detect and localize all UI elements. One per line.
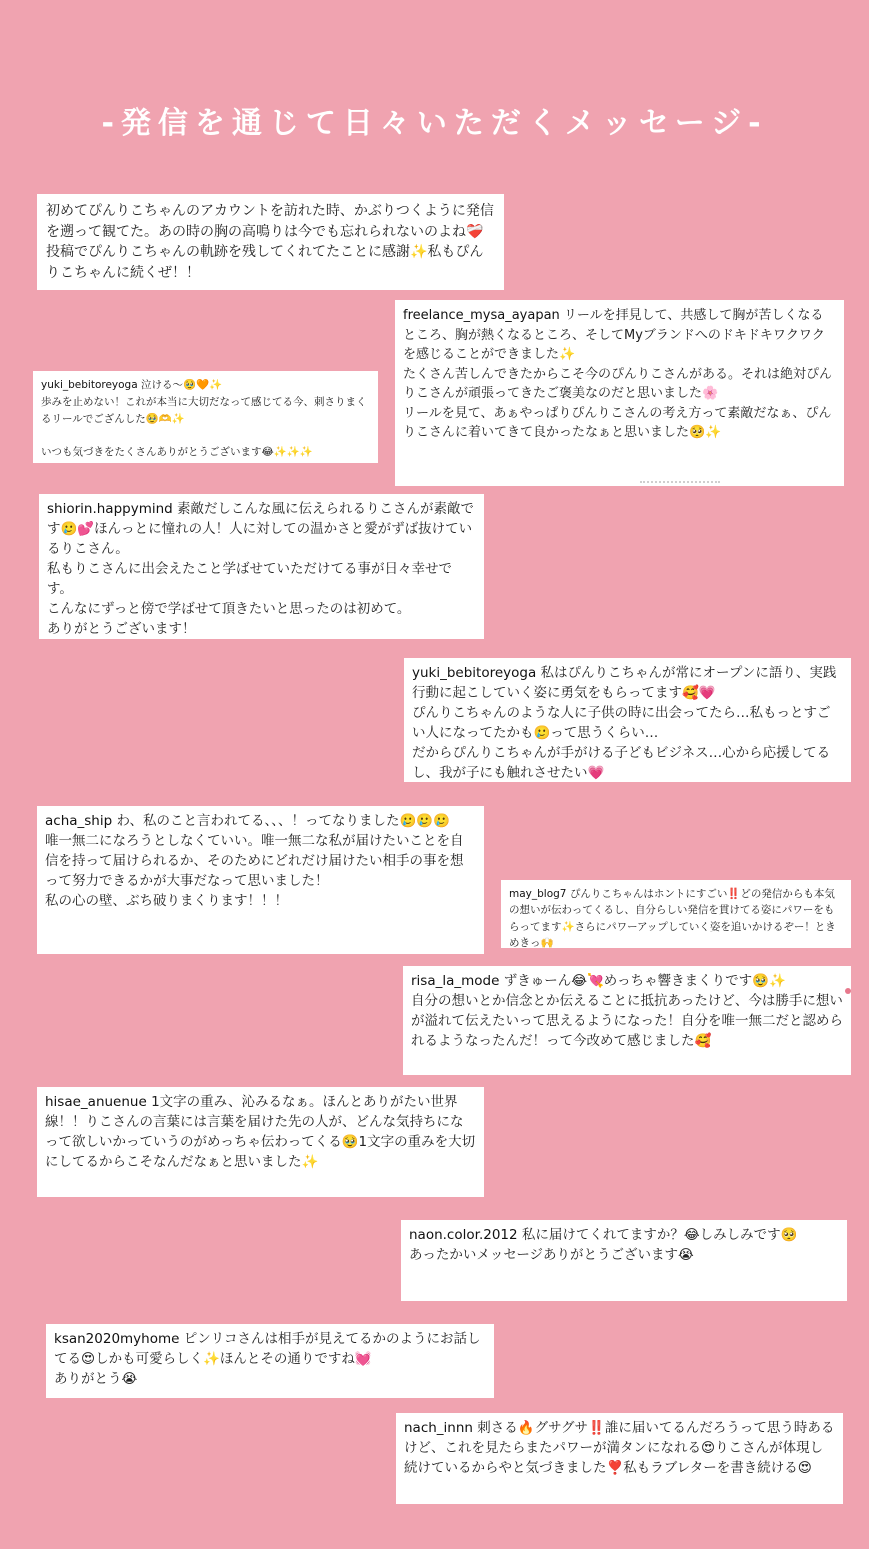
message-card xyxy=(401,1220,847,1301)
message-card xyxy=(46,1324,494,1398)
message-user: risa_la_mode xyxy=(411,973,500,989)
message-text: 素敵だしこんな風に伝えられるりこさんが素敵です🥲💕ほんっとに憧れの人！人に対しての温かさと愛がずば抜けているりこさん。 私もりこさんに出会えたこと学ばせていただけてる事が日々幸せです。 こんなにずっと傍で学ばせて頂きたいと思ったのは初めて。 ありがとうございます！ xyxy=(47,501,475,637)
message-text: ピンリコさんは相手が見えてるかのようにお話してる😍しかも可愛らしく✨ほんとその通りですね💓 ありがとう😭 xyxy=(54,1331,481,1387)
message-text: わ、私のこと言われてる、、、！ってなりました🥲🥲🥲 唯一無二になろうとしなくていい。唯一無二な私が届けたいことを自信を持って届けられるか、そのためにどれだけ届けたい相手の事を想って努力できるかが大事だなって思いました！ 私の心の壁、ぶち破りまくります！！！ xyxy=(45,813,464,909)
message-card xyxy=(403,966,851,1075)
message-user: shiorin.happymind xyxy=(47,501,173,517)
message-text: ずきゅーん😂💘めっちゃ響きまくりです🥹✨ 自分の想いとか信念とか伝えることに抵抗あったけど、今は勝手に想いが溢れて伝えたいって思えるようになった！自分を唯一無二だと認められるようなったんだ！って今改めて感じました🥰 xyxy=(411,973,843,1049)
message-user: yuki_bebitoreyoga xyxy=(412,665,537,681)
message-text: 私はぴんりこちゃんが常にオープンに語り、実践行動に起こしていく姿に勇気をもらってます🥰💗 ぴんりこちゃんのような人に子供の時に出会ってたら…私もっとすごい人になってたかも🥲って思うくらい… だからぴんりこちゃんが手がける子どもビジネス…心から応援してるし、我が子にも触れさせたい💗 xyxy=(412,665,837,781)
message-card xyxy=(37,194,504,290)
message-text: 私に届けてくれてますか？😂しみしみです🥺 あったかいメッセージありがとうございます😭 xyxy=(409,1227,798,1263)
message-card xyxy=(404,658,851,782)
message-user: may_blog7 xyxy=(509,888,567,900)
message-user: hisae_anuenue xyxy=(45,1094,147,1110)
message-text: 泣ける〜🥹🧡✨ 歩みを止めない！これが本当に大切だなって感じてる今、刺さりまくるリールでござんした🥹🫶✨ いつも気づきをたくさんありがとうございます😂✨✨✨ xyxy=(41,379,367,459)
message-user: acha_ship xyxy=(45,813,113,829)
overflow-indicator xyxy=(845,988,851,994)
message-card xyxy=(39,494,484,639)
message-user: nach_innn xyxy=(404,1420,473,1436)
message-card xyxy=(501,880,851,948)
message-card xyxy=(33,371,378,463)
message-user: freelance_mysa_ayapan xyxy=(403,308,560,323)
message-card xyxy=(37,806,484,954)
message-card xyxy=(395,300,844,486)
message-user: naon.color.2012 xyxy=(409,1227,518,1243)
message-card xyxy=(37,1087,484,1197)
message-user: ksan2020myhome xyxy=(54,1331,180,1347)
page-title: -発信を通じて日々いただくメッセージ- xyxy=(101,106,768,141)
message-text: 初めてぴんりこちゃんのアカウントを訪れた時、かぶりつくように発信を遡って観てた。あの時の胸の高鳴りは今でも忘れられないのよね❤️‍🩹投稿でぴんりこちゃんの軌跡を残してくれてたことに感謝✨私もぴんりこちゃんに続くぜ！！ xyxy=(46,203,494,282)
message-text: ぴんりこちゃんはホントにすごい‼️どの発信からも本気の想いが伝わってくるし、自分らしい発信を貫けてる姿にパワーをもらってます✨さらにパワーアップしていく姿を追いかけるぞー！ときめきっ🙌 xyxy=(509,888,836,948)
message-user: yuki_bebitoreyoga xyxy=(41,379,138,391)
message-text: リールを拝見して、共感して胸が苦しくなるところ、胸が熱くなるところ、そしてMyブランドへのドキドキワクワクを感じることができました✨ たくさん苦しんできたからこそ今のぴんりこさんがある。それは絶対ぴんりこさんが頑張ってきたご褒美なのだと思いました🌸 リールを見て、あぁやっぱりぴんりこさんの考え方って素敵だなぁ、ぴんりこさんに着いてきて良かったなぁと思いました🥺✨ xyxy=(403,308,833,440)
divider xyxy=(640,481,720,487)
message-text: 刺さる🔥グサグサ‼️誰に届いてるんだろうって思う時あるけど、これを見たらまたパワーが満タンになれる😍りこさんが体現し続けているからやと気づきました❣️私もラブレターを書き続ける😍 xyxy=(404,1420,835,1476)
message-text: 1文字の重み、沁みるなぁ。ほんとありがたい世界線！！りこさんの言葉には言葉を届けた先の人が、どんな気持ちになって欲しいかっていうのがめっちゃ伝わってくる🥹1文字の重みを大切にしてるからこそなんだなぁと思いました✨ xyxy=(45,1094,476,1170)
message-card xyxy=(396,1413,843,1504)
